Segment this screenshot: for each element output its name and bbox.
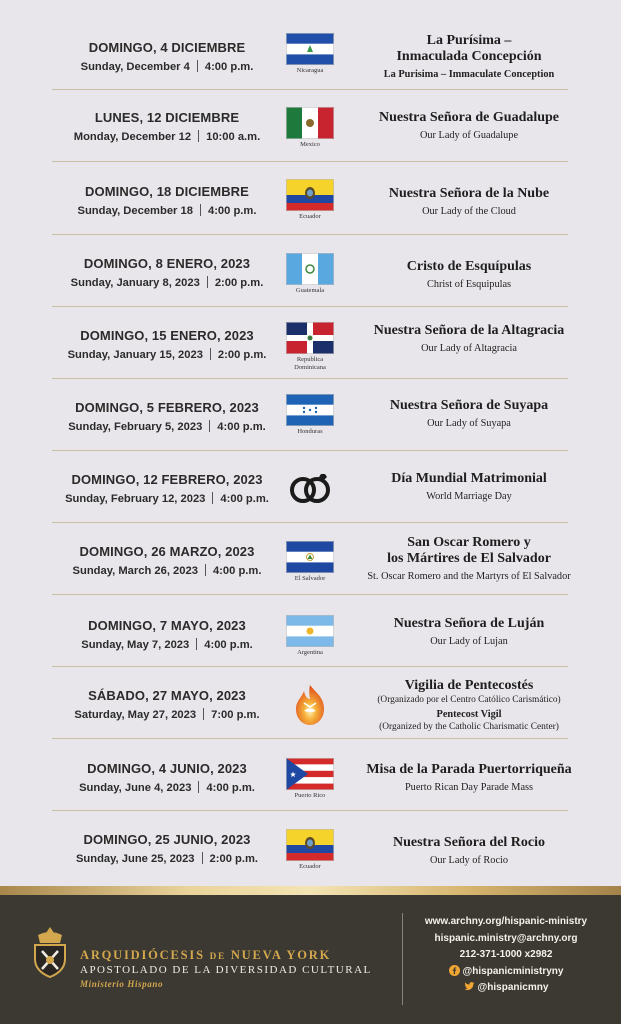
ecuador-flag-icon — [286, 179, 334, 211]
event-subtitle: St. Oscar Romero and the Martyrs of El Salvador — [367, 571, 571, 582]
event-info — [340, 678, 598, 733]
event-time: 2:00 p.m. — [214, 277, 264, 289]
event-title: Inmaculada Concepción — [396, 49, 542, 64]
event-row — [52, 163, 568, 235]
event-emblem — [286, 470, 334, 506]
event-info — [340, 323, 598, 355]
event-subtitle: La Purisima – Immaculate Conception — [383, 69, 555, 80]
event-subtitle: Pentecost Vigil — [436, 709, 502, 720]
event-dates — [52, 110, 282, 143]
website-link[interactable]: www.archny.org/hispanic-ministry — [424, 916, 588, 927]
event-emblem — [286, 107, 334, 149]
country-label: Ecuador — [299, 863, 321, 870]
event-title: Nuestra Señora de la Altagracia — [373, 323, 565, 338]
event-time: 2:00 p.m. — [217, 349, 267, 361]
event-row — [52, 235, 568, 307]
event-time: 7:00 p.m. — [211, 709, 260, 721]
holy-spirit-flame-icon — [286, 681, 334, 729]
event-dates — [52, 618, 282, 651]
date-english: Saturday, May 27, 2023 7:00 p.m. — [74, 709, 260, 721]
event-title: Nuestra Señora de Guadalupe — [378, 110, 560, 125]
event-row — [52, 90, 568, 162]
event-emblem — [286, 253, 334, 295]
event-time: 2:00 p.m. — [209, 853, 259, 865]
date-spanish: DOMINGO, 26 MARZO, 2023 — [79, 544, 255, 559]
event-dates — [52, 688, 282, 721]
event-emblem — [286, 394, 334, 436]
date-spanish: DOMINGO, 7 MAYO, 2023 — [88, 618, 246, 633]
date-english: Sunday, May 7, 2023 4:00 p.m. — [81, 639, 253, 651]
date-spanish: DOMINGO, 25 JUNIO, 2023 — [83, 832, 251, 847]
separator — [212, 492, 213, 504]
honduras-flag-icon — [286, 394, 334, 426]
event-dates — [52, 40, 282, 73]
event-row — [52, 811, 568, 882]
country-label: Mexico — [300, 141, 320, 148]
event-dates — [52, 400, 282, 433]
separator — [198, 781, 199, 793]
event-dates — [52, 832, 282, 865]
ministry-name: Ministerio Hispano — [80, 979, 164, 989]
puerto-rico-flag-icon — [286, 758, 334, 790]
event-emblem — [286, 829, 334, 871]
event-title: Misa de la Parada Puertorriqueña — [366, 762, 572, 777]
event-title: los Mártires de El Salvador — [387, 551, 551, 566]
date-english: Sunday, February 12, 2023 4:00 p.m. — [65, 493, 269, 505]
event-subtitle: Our Lady of Suyapa — [427, 418, 511, 429]
country-label: Republica Dominicana — [294, 356, 326, 371]
event-row — [52, 379, 568, 451]
date-english: Sunday, June 4, 2023 4:00 p.m. — [79, 782, 255, 794]
event-dates — [52, 184, 282, 217]
event-title: Nuestra Señora de Suyapa — [389, 398, 549, 413]
separator — [207, 276, 208, 288]
event-title: San Oscar Romero y — [407, 535, 531, 550]
event-info — [340, 535, 598, 583]
event-emblem — [286, 615, 334, 657]
wedding-rings-icon — [286, 470, 334, 506]
separator — [198, 130, 199, 142]
nicaragua-flag-icon — [286, 33, 334, 65]
event-title: Día Mundial Matrimonial — [391, 471, 547, 486]
date-spanish: DOMINGO, 4 JUNIO, 2023 — [87, 761, 247, 776]
event-time: 4:00 p.m. — [207, 205, 257, 217]
el-salvador-flag-icon — [286, 541, 334, 573]
event-note: (Organizado por el Centro Católico Carismático) — [377, 695, 561, 705]
country-label: Guatemala — [295, 287, 325, 294]
event-time: 4:00 p.m. — [212, 565, 262, 577]
date-english: Sunday, January 8, 2023 2:00 p.m. — [70, 277, 264, 289]
footer — [0, 895, 621, 1024]
event-subtitle: Our Lady of Lujan — [430, 636, 508, 647]
event-title: Nuestra Señora de Luján — [393, 616, 545, 631]
event-emblem — [286, 758, 334, 800]
event-dates — [52, 256, 282, 289]
date-english: Sunday, March 26, 2023 4:00 p.m. — [72, 565, 262, 577]
event-row — [52, 18, 568, 90]
argentina-flag-icon — [286, 615, 334, 647]
country-label: Nicaragua — [296, 67, 324, 74]
event-emblem — [286, 33, 334, 75]
footer-divider — [402, 913, 403, 1005]
facebook-link[interactable]: @hispanicministryny — [410, 964, 602, 981]
event-info — [340, 259, 598, 291]
dominican-republic-flag-icon — [286, 322, 334, 354]
event-subtitle: Our Lady of Guadalupe — [419, 130, 519, 141]
event-title: Cristo de Esquípulas — [406, 259, 532, 274]
event-row — [52, 307, 568, 379]
event-subtitle: World Marriage Day — [426, 491, 512, 502]
event-time: 4:00 p.m. — [206, 782, 255, 794]
event-dates — [52, 472, 282, 505]
date-spanish: LUNES, 12 DICIEMBRE — [94, 110, 240, 125]
event-subtitle: Our Lady of the Cloud — [422, 206, 516, 217]
date-english: Sunday, February 5, 2023 4:00 p.m. — [68, 421, 266, 433]
event-time: 4:00 p.m. — [204, 61, 254, 73]
twitter-icon — [464, 981, 475, 992]
event-title: Nuestra Señora del Rocio — [392, 835, 546, 850]
event-time: 4:00 p.m. — [204, 639, 253, 651]
event-subtitle: Our Lady of Rocio — [429, 855, 509, 866]
separator — [202, 852, 203, 864]
separator — [200, 204, 201, 216]
separator — [197, 60, 198, 72]
separator — [196, 638, 197, 650]
date-spanish: DOMINGO, 8 ENERO, 2023 — [83, 256, 251, 271]
event-info — [340, 110, 598, 142]
event-info — [340, 616, 598, 648]
mexico-flag-icon — [286, 107, 334, 139]
event-row — [52, 739, 572, 811]
event-row — [52, 595, 568, 667]
date-english: Sunday, January 15, 2023 2:00 p.m. — [67, 349, 267, 361]
event-info — [340, 471, 598, 503]
event-info — [340, 762, 598, 794]
date-spanish: DOMINGO, 15 ENERO, 2023 — [80, 328, 254, 343]
guatemala-flag-icon — [286, 253, 334, 285]
event-row — [52, 667, 568, 739]
country-label: Puerto Rico — [294, 792, 326, 799]
twitter-link[interactable]: @hispanicmny — [410, 980, 602, 997]
archdiocese-name: ARQUIDIÓCESIS DE NUEVA YORK — [80, 948, 332, 962]
event-row — [52, 523, 571, 595]
event-time: 4:00 p.m. — [217, 421, 266, 433]
event-emblem — [286, 322, 334, 372]
separator — [205, 564, 206, 576]
event-time: 4:00 p.m. — [220, 493, 269, 505]
date-english: Sunday, June 25, 2023 2:00 p.m. — [75, 853, 259, 865]
event-info — [340, 186, 598, 218]
date-spanish: DOMINGO, 5 FEBRERO, 2023 — [75, 400, 259, 415]
event-note: (Organized by the Catholic Charismatic Center) — [379, 722, 559, 732]
date-english: Monday, December 12 10:00 a.m. — [73, 131, 261, 143]
event-title: La Purísima – — [426, 33, 512, 48]
country-label: Ecuador — [299, 213, 321, 220]
event-emblem — [286, 541, 334, 583]
event-title: Nuestra Señora de la Nube — [388, 186, 550, 201]
email-link[interactable]: hispanic.ministry@archny.org — [434, 932, 578, 944]
event-info — [340, 835, 598, 867]
country-label: Argentina — [297, 649, 323, 656]
event-row — [52, 451, 568, 523]
separator — [210, 348, 211, 360]
event-dates — [52, 544, 282, 577]
event-subtitle: Our Lady of Altagracia — [421, 343, 517, 354]
phone-number: 212-371-1000 x2982 — [459, 949, 553, 960]
contact-info — [410, 914, 602, 997]
apostolate-name: APOSTOLADO DE LA DIVERSIDAD CULTURAL — [80, 964, 372, 976]
event-emblem — [286, 681, 334, 729]
separator — [203, 708, 204, 720]
date-english: Sunday, December 4 4:00 p.m. — [80, 61, 254, 73]
facebook-icon — [449, 965, 460, 976]
date-spanish: DOMINGO, 18 DICIEMBRE — [85, 184, 249, 199]
event-dates — [52, 761, 282, 794]
event-info — [340, 33, 598, 81]
country-label: Honduras — [297, 428, 323, 435]
date-spanish: SÁBADO, 27 MAYO, 2023 — [88, 688, 246, 703]
event-emblem — [286, 179, 334, 221]
archdiocese-crest-icon — [30, 925, 70, 981]
separator — [209, 420, 210, 432]
event-dates — [52, 328, 282, 361]
date-spanish: DOMINGO, 12 FEBRERO, 2023 — [71, 472, 263, 487]
gold-divider — [0, 886, 621, 895]
date-spanish: DOMINGO, 4 DICIEMBRE — [88, 40, 246, 55]
event-subtitle: Christ of Esquipulas — [426, 279, 512, 290]
country-label: El Salvador — [294, 575, 326, 582]
event-subtitle: Puerto Rican Day Parade Mass — [404, 782, 534, 793]
event-title: Vigilia de Pentecostés — [404, 678, 534, 693]
event-time: 10:00 a.m. — [206, 131, 261, 143]
date-english: Sunday, December 18 4:00 p.m. — [77, 205, 257, 217]
ecuador-flag-icon — [286, 829, 334, 861]
event-info — [340, 398, 598, 430]
